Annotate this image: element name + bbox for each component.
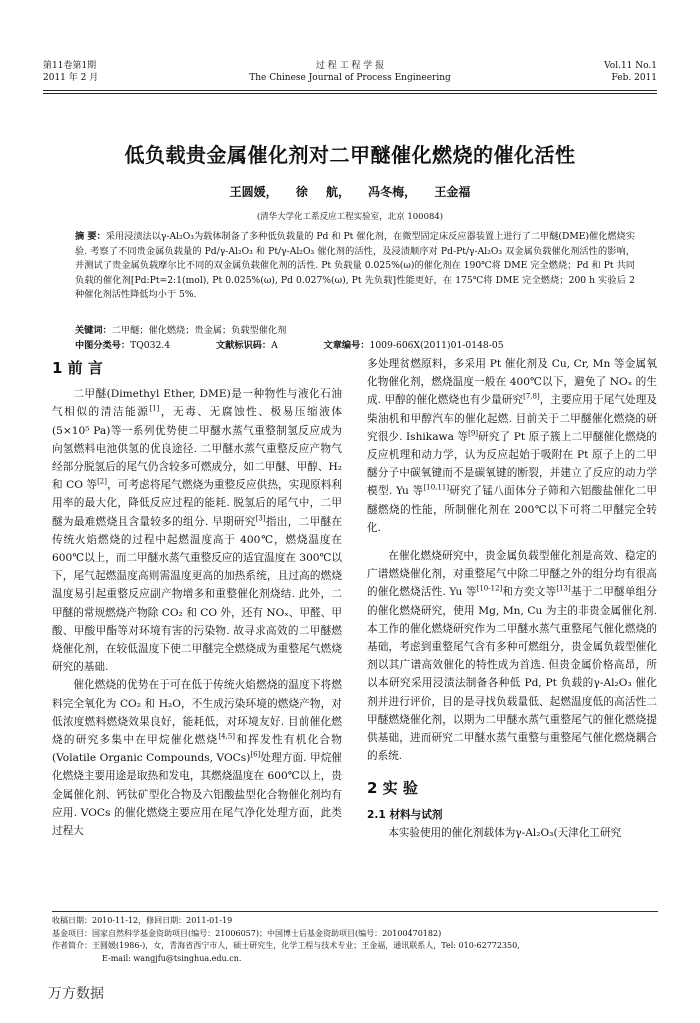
contact-email: E-mail: wangjfu@tsinghua.edu.cn. — [102, 953, 242, 963]
watermark: 万方数据 — [48, 986, 104, 1002]
issue-volume: 第11卷第1期 — [43, 61, 97, 71]
journal-name-zh: 过 程 工 程 学 报 — [315, 61, 385, 71]
affiliation: (清华大学化工系反应工程实验室，北京 100084) — [256, 212, 444, 222]
citation: [3] — [255, 514, 266, 523]
author-list: 王圆媛， 徐 航， 冯冬梅， 王金福 — [229, 185, 471, 199]
abstract — [75, 230, 635, 303]
journal-name — [43, 60, 657, 84]
section-heading-intro: 1 前 言 — [52, 359, 103, 377]
text-run: 本实验使用的催化剂载体为γ-Al₂O₃(天津化工研究 — [388, 826, 622, 839]
text-run: 研究了锰八面体分子筛和六铝酸盐催化二甲醚燃烧的性能，所制催化剂在 200℃以下可将二甲醚完全转化. — [367, 485, 658, 534]
intro-paragraph-3 — [367, 547, 657, 765]
footnote-rule — [52, 911, 658, 912]
text-run: 催化燃烧的优势在于可在低于传统火焰燃烧的温度下将燃料完全氧化为 CO₂ 和 H₂O，不生成污染环境的燃烧产物，对低浓度燃料燃烧效果良好，能耗低，对环境友好. 目前催化燃烧的研究多集中在甲烷催化燃烧 — [52, 679, 342, 747]
journal-name-en: The Chinese Journal of Process Engineering — [249, 73, 451, 83]
article-meta — [75, 324, 635, 353]
section-heading-experiment: 2 实 验 — [367, 779, 418, 798]
citation: [10-12] — [476, 584, 503, 593]
issue-info-en — [604, 60, 657, 84]
issue-date: 2011 年 2 月 — [43, 73, 99, 83]
abstract-label: 摘 要： — [75, 231, 106, 242]
text-run: 多处理贫燃原料，多采用 Pt 催化剂及 Cu, Cr, Mn 等金属氧化物催化剂，燃烧温度一般在 400℃以下，避免了 NOₓ 的生成. 甲醇的催化燃烧也有少量研究 — [367, 358, 657, 407]
text-run: ，无毒、无腐蚀性、极易压缩液体(5×10⁵ Pa)等一系列优势使二甲醚水蒸气重整制氢反应成为向氢燃料电池供氢的优良途径. 二甲醚水蒸气重整反应产物气经部分脱氢后的尾气仍含较多可燃成分，如二甲醚、甲醇、H₂和 CO 等 — [52, 406, 343, 492]
citation: [13] — [556, 584, 571, 593]
keywords — [75, 324, 635, 339]
citation: [7,8] — [523, 392, 540, 401]
clc-value: TQ032.4 — [130, 339, 171, 351]
clc-label: 中图分类号： — [75, 339, 131, 351]
text-run: ，主要应用于尾气处理及柴油机和甲醇汽车的催化起燃. 目前关于二甲醚催化燃烧的研究很少. Ishikawa 等 — [367, 394, 658, 443]
citation: [1] — [149, 404, 160, 413]
text-run: 指出，二甲醚在传统火焰燃烧的过程中起燃温度高于 400℃，燃烧温度在 600℃以上，而二甲醚水蒸气重整反应的适宜温度在 300℃以下，尾气起燃温度高则需温度更高的加热系统，且过高的燃烧温度易引起重整反应副产物增多和重整催化剂烧结. 此外，二甲醚的常规燃烧产物除 CO₂ 和 CO 外，还有 NOₓ、甲醛、甲酸、甲酸甲酯等对环境有害的污染物. 故寻求高效的二甲醚燃烧催化剂，在较低温度下使二甲醚完全燃烧成为重整尾气燃烧研究的基础. — [52, 515, 343, 674]
citation: [4,5] — [218, 732, 236, 741]
doc-code-value: A — [271, 339, 278, 351]
volume-en: Vol.11 No.1 — [604, 61, 657, 71]
left-column — [52, 355, 342, 840]
received-date: 收稿日期：2010-11-12，修回日期：2011-01-19 — [52, 916, 233, 925]
date-en: Feb. 2011 — [611, 73, 657, 83]
intro-paragraph-2-cont — [367, 355, 657, 537]
keywords-text: 二甲醚；催化燃烧；贵金属；负载型催化剂 — [111, 325, 287, 336]
citation: [9] — [468, 429, 479, 438]
text-run: 在催化燃烧研究中，贵金属负载型催化剂是高效、稳定的广谱燃烧催化剂，对重整尾气中除二甲醚之外的组分均有很高的催化燃烧活性. Yu 等 — [367, 550, 657, 599]
header-rule-thin — [43, 93, 657, 94]
text-run: 处理方面. 甲烷催化燃烧主要用途是取热和发电，其燃烧温度在 600℃以上，贵金属催化剂、钙钛矿型化合物及六铝酸盐型化合物催化剂均有应用. VOCs 的催化燃烧主要应用在尾气净化处理方面，此类过程大 — [52, 752, 342, 838]
right-column — [367, 355, 657, 842]
subsection-heading-materials: 2.1 材料与试剂 — [367, 808, 443, 821]
materials-paragraph — [367, 824, 657, 842]
paper-title: 低负载贵金属催化剂对二甲醚催化燃烧的催化活性 — [124, 143, 576, 167]
intro-paragraph-1 — [52, 385, 342, 676]
author-bio: 作者简介：王圆媛(1986-)，女，青海省西宁市人，硕士研究生，化学工程与技术专业；王金福，通讯联系人，Tel: 010-62772350, — [52, 941, 520, 950]
doc-code-label: 文献标识码： — [215, 339, 272, 351]
abstract-text: 采用浸渍法以γ-Al₂O₃为载体制备了多种低负载量的 Pd 和 Pt 催化剂，在微型固定床反应器装置上进行了二甲醚(DME)催化燃烧实验. 考察了不同贵金属负载量的 Pd/γ-Al₂O₃ 和 Pt/γ-Al₂O₃ 催化剂的活性，及浸渍顺序对 Pd-Pt/γ-Al₂O₃ 双金属负载催化剂活性的影响，并测试了贵金属负载摩尔比不同的双金属负载催化剂的活性. Pt 负载量 0.025%(ω)的催化剂在 190℃将 DME 完全燃烧；Pd 和 Pt 共同负载的催化剂[Pd:Pt=2:1(mol), Pt 0.025%(ω), Pd 0.027%(ω), Pt 先负载]性能更好，在 175℃将 DME 完全燃烧；200 h 实验后 2 种催化剂活性降低均小于 5%. — [75, 231, 635, 300]
text-run: 和挥发性有机化合物(Volatile Organic Compounds, VOCs) — [52, 734, 343, 765]
text-run: 二甲醚(Dimethyl Ether, DME)是一种物性与液化石油气相似的清洁能源 — [52, 388, 342, 419]
citation: [10,11] — [423, 483, 450, 492]
text-run: ，可考虑将尾气燃烧为重整反应供热，实现原料利用率的最大化，降低反应过程的能耗. 脱氢后的尾气中，二甲醚为最难燃烧且含量较多的组分. 早期研究 — [52, 479, 343, 528]
citation: [2] — [97, 477, 107, 486]
footnote — [52, 915, 658, 965]
article-number-label: 文章编号： — [323, 339, 370, 351]
citation: [6] — [250, 750, 261, 759]
text-run: 基于二甲醚单组分的催化燃烧研究，使用 Mg, Mn, Cu 为主的非贵金属催化剂. 本工作的催化燃烧研究作为二甲醚水蒸气重整尾气催化燃烧的基础，考虑到重整尾气含有多种可燃组分，贵金属负载型催化剂以其广谱高效催化的特性成为首选. 但贵金属价格高昂，所以本研究采用浸渍法制备各种低 Pd, Pt 负载的γ-Al₂O₃ 催化剂并进行评价，目的是寻找负载量低、起燃温度低的高活性二甲醚燃烧催化剂，以期为二甲醚水蒸气重整尾气的催化燃烧提供基础，进而研究二甲醚水蒸气重整与重整尾气催化燃烧耦合的系统. — [367, 586, 657, 763]
article-number-value: 1009-606X(2011)01-0148-05 — [369, 339, 504, 351]
classification-row — [75, 339, 635, 354]
header-rule-thick — [43, 90, 657, 91]
text-run: 研究了 Pt 原子簇上二甲醚催化燃烧的反应机理和动力学，认为反应起始于吸附在 Pt 原子上的二甲醚分子中碳氧键而不是碳氧键的断裂，并建立了反应的动力学模型. Yu 等 — [367, 430, 657, 498]
funding-info: 基金项目：国家自然科学基金资助项目(编号：21006057)；中国博士后基金资助项目(编号：20100470182) — [52, 928, 442, 938]
intro-paragraph-2 — [52, 676, 342, 840]
text-run: 和方奕文等 — [502, 586, 557, 599]
keywords-label: 关键词： — [75, 325, 112, 336]
